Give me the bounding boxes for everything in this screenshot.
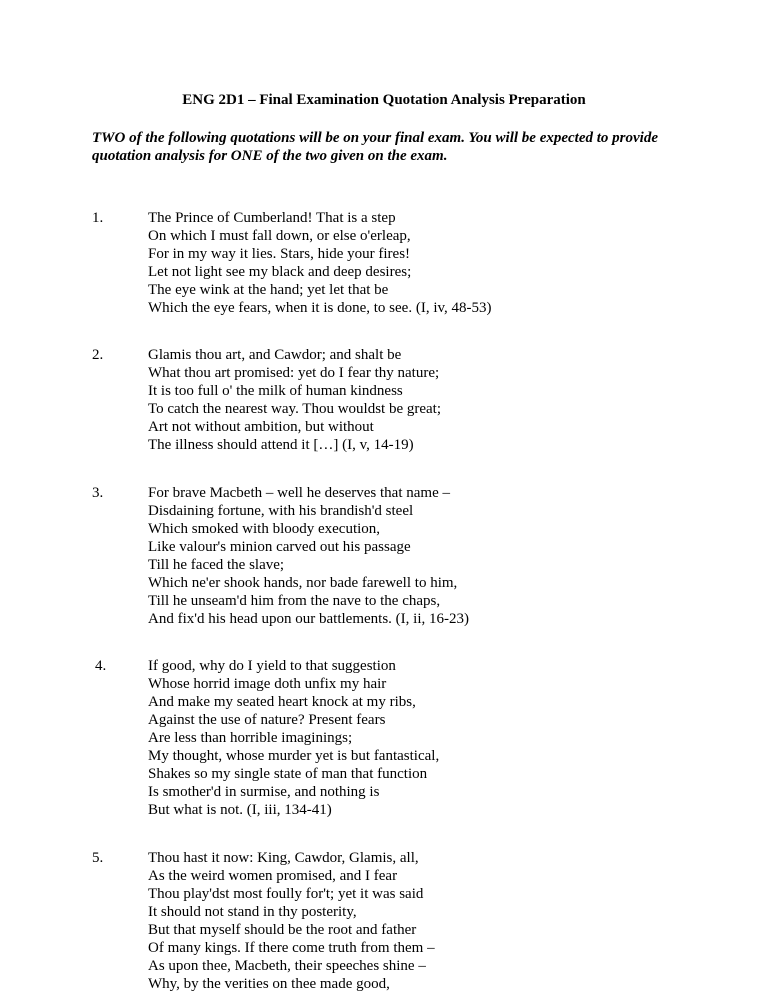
quotation-line: But what is not. (I, iii, 134-41) bbox=[148, 802, 332, 818]
quotation-number: 5. bbox=[92, 850, 104, 866]
quotation-line: It is too full o' the milk of human kindness bbox=[148, 383, 403, 399]
quotation-line: Till he faced the slave; bbox=[148, 557, 285, 573]
quotation-line: Disdaining fortune, with his brandish'd steel bbox=[148, 503, 414, 519]
quotation-line: My thought, whose murder yet is but fantastical, bbox=[148, 748, 440, 764]
quotation-lines bbox=[148, 346, 708, 454]
quotation-line: Glamis thou art, and Cawdor; and shalt be bbox=[148, 347, 402, 363]
quotation-line: But that myself should be the root and father bbox=[148, 922, 417, 938]
quotation-lines bbox=[148, 849, 708, 993]
quotation-line: Thou hast it now: King, Cawdor, Glamis, all, bbox=[148, 850, 419, 866]
quotation-line: Shakes so my single state of man that function bbox=[148, 766, 428, 782]
quotation-line: And make my seated heart knock at my ribs, bbox=[148, 694, 416, 710]
quotation-line: As upon thee, Macbeth, their speeches shine – bbox=[148, 958, 426, 974]
quotation-line: The illness should attend it […] (I, v, 14-19) bbox=[148, 437, 414, 453]
quotation-line: If good, why do I yield to that suggestion bbox=[148, 658, 396, 674]
quotation-line: Which ne'er shook hands, nor bade farewell to him, bbox=[148, 575, 458, 591]
quotation-line: Thou play'dst most foully for't; yet it was said bbox=[148, 886, 424, 902]
quotation-number: 3. bbox=[92, 485, 104, 501]
quotation-line: Which the eye fears, when it is done, to see. (I, iv, 48-53) bbox=[148, 300, 492, 316]
quotation-line: The Prince of Cumberland! That is a step bbox=[148, 210, 396, 226]
quotation-line: Art not without ambition, but without bbox=[148, 419, 374, 435]
quotation-line: Why, by the verities on thee made good, bbox=[148, 976, 390, 992]
quotation-line: For in my way it lies. Stars, hide your fires! bbox=[148, 246, 411, 262]
quotation-lines bbox=[148, 209, 708, 317]
quotation-line: Whose horrid image doth unfix my hair bbox=[148, 676, 387, 692]
quotation-line: Against the use of nature? Present fears bbox=[148, 712, 386, 728]
quotation-line: What thou art promised: yet do I fear thy nature; bbox=[148, 365, 440, 381]
quotation-lines bbox=[148, 484, 708, 628]
instructions-text: TWO of the following quotations will be on your final exam. You will be expected to provide quotation analysis for ONE of the two given on the exam. bbox=[92, 130, 658, 164]
quotation-line: For brave Macbeth – well he deserves that name – bbox=[148, 485, 450, 501]
quotation-line: To catch the nearest way. Thou wouldst be great; bbox=[148, 401, 442, 417]
quotation-line: Till he unseam'd him from the nave to the chaps, bbox=[148, 593, 441, 609]
quotation-line: Let not light see my black and deep desires; bbox=[148, 264, 412, 280]
page-title: ENG 2D1 – Final Examination Quotation Analysis Preparation bbox=[182, 92, 586, 108]
quotation-line: Is smother'd in surmise, and nothing is bbox=[148, 784, 380, 800]
quotation-line: It should not stand in thy posterity, bbox=[148, 904, 357, 920]
quotation-number: 1. bbox=[92, 210, 104, 226]
quotation-lines bbox=[148, 657, 708, 819]
quotation-line: And fix'd his head upon our battlements. (I, ii, 16-23) bbox=[148, 611, 469, 627]
quotation-line: On which I must fall down, or else o'erleap, bbox=[148, 228, 411, 244]
quotation-line: Of many kings. If there come truth from them – bbox=[148, 940, 435, 956]
quotation-number: 2. bbox=[92, 347, 104, 363]
quotation-line: Are less than horrible imaginings; bbox=[148, 730, 353, 746]
quotation-line: Like valour's minion carved out his passage bbox=[148, 539, 411, 555]
quotation-number: 4. bbox=[95, 658, 107, 674]
quotation-line: Which smoked with bloody execution, bbox=[148, 521, 381, 537]
quotation-line: The eye wink at the hand; yet let that be bbox=[148, 282, 389, 298]
quotation-line: As the weird women promised, and I fear bbox=[148, 868, 398, 884]
